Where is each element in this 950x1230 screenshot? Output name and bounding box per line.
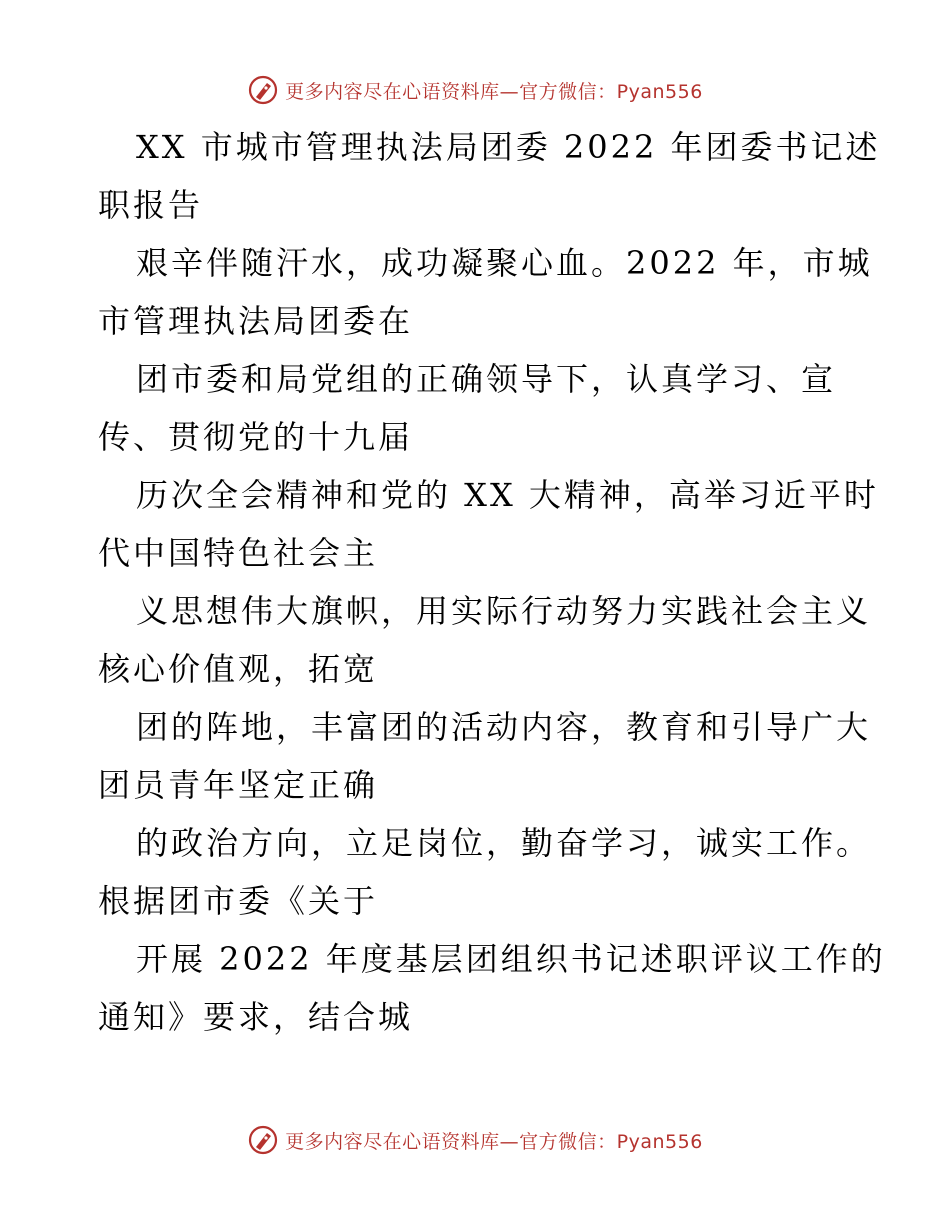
paragraph-line: 团的阵地，丰富团的活动内容，教育和引导广大 bbox=[136, 708, 872, 746]
title-line-2: 职报告 bbox=[98, 186, 204, 224]
paragraph-line: 艰辛伴随汗水，成功凝聚心血。2022 年，市城 bbox=[136, 244, 873, 282]
paragraph-line: 根据团市委《关于 bbox=[98, 882, 379, 920]
paragraph-line: 传、贯彻党的十九届 bbox=[98, 418, 414, 456]
paragraph-line: 团市委和局党组的正确领导下，认真学习、宣 bbox=[136, 360, 837, 398]
pen-nib-circle-icon bbox=[247, 74, 279, 106]
title-line-1: XX 市城市管理执法局团委 2022 年团委书记述 bbox=[136, 128, 881, 166]
footer-watermark bbox=[0, 1120, 950, 1160]
paragraph-line: 代中国特色社会主 bbox=[98, 534, 379, 572]
header-watermark bbox=[0, 70, 950, 110]
paragraph-line: 开展 2022 年度基层团组织书记述职评议工作的 bbox=[136, 940, 886, 978]
paragraph-line: 义思想伟大旗帜，用实际行动努力实践社会主义 bbox=[136, 592, 872, 630]
footer-watermark-text: 更多内容尽在心语资料库—官方微信：Pyan556 bbox=[285, 1130, 703, 1153]
paragraph-line: 的政治方向，立足岗位，勤奋学习，诚实工作。 bbox=[136, 824, 872, 862]
paragraph-line: 市管理执法局团委在 bbox=[98, 302, 414, 340]
document-body bbox=[98, 118, 886, 1046]
pen-nib-circle-icon bbox=[247, 1124, 279, 1156]
paragraph-line: 历次全会精神和党的 XX 大精神，高举习近平时 bbox=[136, 476, 879, 514]
header-watermark-text: 更多内容尽在心语资料库—官方微信：Pyan556 bbox=[285, 80, 703, 103]
paragraph-line: 通知》要求，结合城 bbox=[98, 998, 414, 1036]
paragraph-line: 团员青年坚定正确 bbox=[98, 766, 379, 804]
paragraph-line: 核心价值观，拓宽 bbox=[98, 650, 379, 688]
